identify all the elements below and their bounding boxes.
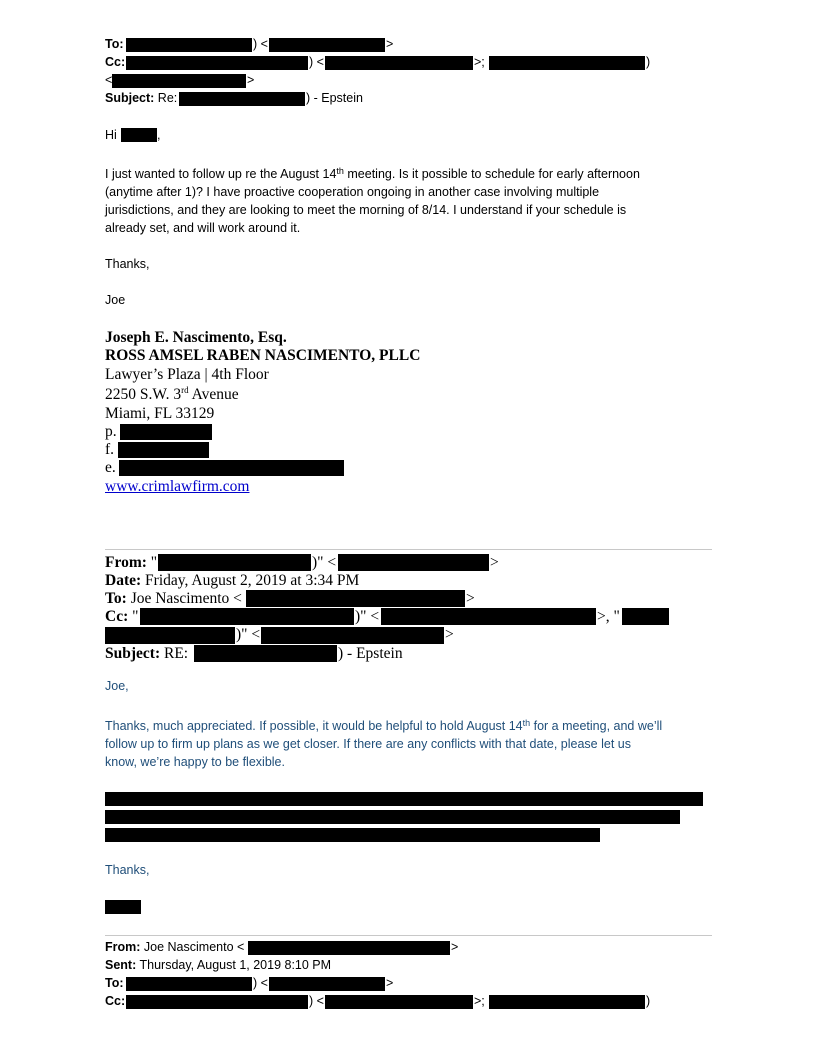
redaction-block <box>126 38 252 52</box>
signature-website <box>105 478 249 496</box>
sent-value: Thursday, August 1, 2019 8:10 PM <box>139 958 332 972</box>
superscript: th <box>522 718 531 728</box>
bracket-text: > <box>451 940 459 954</box>
email1-body-line: (anytime after 1)? I have proactive cooperation ongoing in another case involving multiple <box>105 185 600 199</box>
bracket-text: >; <box>474 994 485 1008</box>
to-label: To: <box>105 37 124 51</box>
email1-body-line: already set, and will work around it. <box>105 221 301 235</box>
from-label: From: <box>105 940 141 954</box>
email2-cc-line: Cc: " <box>105 608 139 625</box>
email2-to-line <box>105 590 242 608</box>
addr-text: 2250 S.W. 3 <box>105 386 182 403</box>
date-value: Friday, August 2, 2019 at 3:34 PM <box>145 572 360 589</box>
email1-cc-line <box>105 55 125 70</box>
date-label: Date: <box>105 572 142 589</box>
redaction-block <box>126 977 252 991</box>
redaction-block <box>325 995 473 1009</box>
signature-addr2 <box>105 386 239 404</box>
redaction-block <box>105 900 141 914</box>
website-link[interactable]: www.crimlawfirm.com <box>105 478 250 495</box>
from-value: Joe Nascimento < <box>143 940 245 954</box>
subject-suffix: ) - Epstein <box>338 645 403 662</box>
sent-label: Sent: <box>105 958 137 972</box>
body-text: I just wanted to follow up re the August 14 <box>105 167 337 181</box>
redaction-block <box>112 74 246 88</box>
addr-text: Avenue <box>188 386 239 403</box>
bracket-text: >; <box>474 55 485 69</box>
signature-addr1: Lawyer’s Plaza | 4th Floor <box>105 366 269 383</box>
signature-firm-text: ROSS AMSEL RABEN NASCIMENTO, PLLC <box>105 347 421 364</box>
bracket-text: > <box>466 590 475 607</box>
redaction-block <box>120 424 212 440</box>
email3-to-line <box>105 976 124 991</box>
redaction-block <box>119 460 344 476</box>
cc-label: Cc: <box>105 608 129 625</box>
bracket-text: ) < <box>253 976 268 990</box>
separator-line <box>105 549 712 550</box>
bracket-text: ) < <box>253 37 268 51</box>
redaction-block <box>325 56 473 70</box>
email1-body-line <box>105 167 640 182</box>
signature-name <box>105 329 287 347</box>
redaction-block <box>126 56 308 70</box>
body-text: meeting. Is it possible to schedule for early afternoon <box>343 167 640 181</box>
redaction-block <box>179 92 305 106</box>
redaction-block <box>126 995 308 1009</box>
body-text: for a meeting, and we’ll <box>530 719 663 733</box>
to-value: Joe Nascimento < <box>130 590 242 607</box>
email2-from-line: From: " <box>105 554 158 571</box>
signature-name-text: Joseph E. Nascimento, Esq. <box>105 329 287 346</box>
bracket-text: ) < <box>309 55 324 69</box>
bracket-text: ) < <box>309 994 324 1008</box>
subject-label: Subject: <box>105 645 161 662</box>
bracket-text: )" < <box>236 626 261 643</box>
from-label: From: <box>105 554 147 571</box>
redaction-block <box>338 554 489 571</box>
email2-subject-line <box>105 645 188 663</box>
redaction-block <box>622 608 669 625</box>
email2-date-line <box>105 572 359 590</box>
redaction-block <box>489 56 645 70</box>
redaction-block <box>269 977 385 991</box>
email1-sign: Joe <box>105 293 126 307</box>
redaction-block <box>121 128 157 142</box>
bracket-text: )" < <box>355 608 380 625</box>
bracket-text: > <box>445 626 454 643</box>
greeting-text: Hi <box>105 128 117 142</box>
subject-prefix: RE: <box>163 645 189 662</box>
redaction-block <box>105 627 235 644</box>
email2-body-line: know, we’re happy to be flexible. <box>105 755 285 769</box>
bracket-text: < <box>105 73 113 87</box>
email1-to-line <box>105 37 124 52</box>
comma-text: , <box>157 128 161 142</box>
email3-sent-line <box>105 958 331 973</box>
email2-body-line: follow up to firm up plans as we get closer. If there are any conflicts with that date, please let us <box>105 737 631 751</box>
bracket-text: ) <box>646 55 651 69</box>
redaction-block <box>269 38 385 52</box>
separator-line <box>105 935 712 936</box>
signature-fax-label: f. <box>105 441 115 458</box>
bracket-text: > <box>386 976 394 990</box>
bracket-text: ) <box>646 994 651 1008</box>
email2-thanks: Thanks, <box>105 863 150 877</box>
email1-subject-line <box>105 91 177 106</box>
redaction-block <box>246 590 465 607</box>
redaction-block <box>489 995 645 1009</box>
cc-label: Cc: <box>105 55 126 69</box>
bracket-text: > <box>386 37 394 51</box>
body-text: Thanks, much appreciated. If possible, it would be helpful to hold August 14 <box>105 719 523 733</box>
email3-cc-line <box>105 994 125 1009</box>
signature-addr3: Miami, FL 33129 <box>105 405 215 422</box>
to-label: To: <box>105 976 124 990</box>
redaction-block <box>118 442 209 458</box>
signature-firm <box>105 347 420 365</box>
email3-from-line <box>105 940 244 955</box>
redaction-block <box>381 608 596 625</box>
email1-thanks: Thanks, <box>105 257 150 271</box>
subject-prefix: Re: <box>157 91 178 105</box>
to-label: To: <box>105 590 127 607</box>
redaction-block <box>105 792 703 806</box>
subject-suffix: ) - Epstein <box>306 91 363 105</box>
email1-body-line: jurisdictions, and they are looking to meet the morning of 8/14. I understand if your schedule is <box>105 203 627 217</box>
superscript: rd <box>181 385 189 395</box>
bracket-text: )" < <box>312 554 337 571</box>
redaction-block <box>194 645 337 662</box>
redaction-block <box>261 627 444 644</box>
redaction-block <box>105 828 600 842</box>
cc-label: Cc: <box>105 994 126 1008</box>
superscript: th <box>336 166 344 176</box>
email1-greeting <box>105 128 117 143</box>
redaction-block <box>105 810 680 824</box>
signature-email-label: e. <box>105 459 116 476</box>
redaction-block <box>140 608 354 625</box>
email2-body-line <box>105 719 662 734</box>
bracket-text: > <box>247 73 255 87</box>
bracket-text: > <box>490 554 499 571</box>
signature-phone-label: p. <box>105 423 117 440</box>
bracket-text: >, " <box>597 608 620 625</box>
email2-greeting: Joe, <box>105 679 129 693</box>
redaction-block <box>158 554 311 571</box>
redaction-block <box>248 941 450 955</box>
subject-label: Subject: <box>105 91 155 105</box>
